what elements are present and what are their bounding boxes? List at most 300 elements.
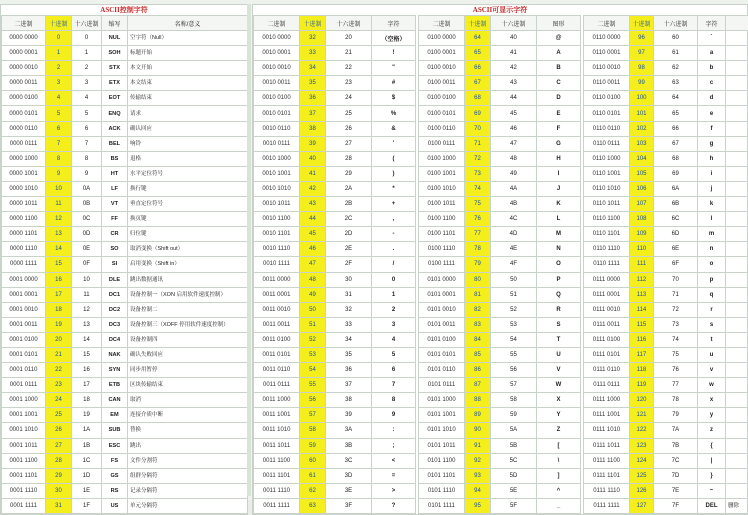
glyph-cell: K [537, 197, 581, 212]
hex-cell: 58 [491, 393, 537, 408]
table-row [254, 468, 416, 483]
decimal-cell: 66 [465, 61, 491, 76]
hex-cell: 79 [654, 408, 698, 423]
binary-cell: 0110 0010 [584, 61, 630, 76]
hex-cell: 45 [491, 106, 537, 121]
binary-cell: 0111 0010 [584, 302, 630, 317]
glyph-cell: Q [537, 287, 581, 302]
table-row [584, 272, 748, 287]
hex-cell: 7B [654, 438, 698, 453]
hex-cell: 67 [654, 136, 698, 151]
hex-cell: 35 [326, 347, 372, 362]
decimal-cell: 82 [465, 302, 491, 317]
char-cell: w [698, 378, 726, 393]
hex-cell: 15 [72, 347, 102, 362]
table-row [419, 181, 581, 196]
table-row [2, 197, 248, 212]
decimal-cell: 9 [46, 166, 72, 181]
table-row [254, 393, 416, 408]
decimal-cell: 17 [46, 287, 72, 302]
hex-cell: 4C [491, 212, 537, 227]
binary-cell: 0000 1011 [2, 197, 46, 212]
decimal-cell: 29 [46, 468, 72, 483]
col-header-meaning: 名称/意义 [128, 16, 248, 31]
decimal-cell: 10 [46, 181, 72, 196]
table-row [254, 136, 416, 151]
abbr-cell: STX [102, 61, 128, 76]
binary-cell: 0000 1110 [2, 242, 46, 257]
binary-cell: 0101 1110 [419, 483, 465, 498]
col-header-char: 字符 [372, 16, 416, 31]
abbr-cell: EOT [102, 91, 128, 106]
decimal-cell: 34 [300, 61, 326, 76]
hex-cell: 41 [491, 46, 537, 61]
table-row [2, 302, 248, 317]
hex-cell: 50 [491, 272, 537, 287]
table-row [254, 31, 416, 46]
table-row [419, 332, 581, 347]
hex-cell: 6E [654, 242, 698, 257]
char-cell: d [698, 91, 726, 106]
hex-cell: 1 [72, 46, 102, 61]
table-row [254, 347, 416, 362]
decimal-cell: 12 [46, 212, 72, 227]
hex-cell: 22 [326, 61, 372, 76]
table-row [419, 498, 581, 513]
table-row [584, 61, 748, 76]
binary-cell: 0100 1001 [419, 166, 465, 181]
char-cell: x [698, 393, 726, 408]
decimal-cell: 57 [300, 408, 326, 423]
hex-cell: 3 [72, 76, 102, 91]
abbr-cell: EM [102, 408, 128, 423]
meaning-cell: 跳出数据通讯 [128, 272, 248, 287]
hex-cell: 23 [326, 76, 372, 91]
table-row [419, 46, 581, 61]
binary-cell: 0101 1011 [419, 438, 465, 453]
binary-cell: 0000 0010 [2, 61, 46, 76]
char-cell: * [372, 181, 416, 196]
char-cell: q [698, 287, 726, 302]
table-row [419, 287, 581, 302]
note-cell [726, 46, 748, 61]
char-cell: ~ [698, 483, 726, 498]
char-cell: " [372, 61, 416, 76]
binary-cell: 0010 0010 [254, 61, 300, 76]
binary-cell: 0101 0110 [419, 363, 465, 378]
table-row [419, 347, 581, 362]
decimal-cell: 23 [46, 378, 72, 393]
binary-cell: 0111 0100 [584, 332, 630, 347]
table-row [584, 302, 748, 317]
binary-cell: 0100 1111 [419, 257, 465, 272]
decimal-cell: 45 [300, 227, 326, 242]
decimal-cell: 65 [465, 46, 491, 61]
decimal-cell: 76 [465, 212, 491, 227]
char-cell: 1 [372, 287, 416, 302]
decimal-cell: 124 [630, 453, 654, 468]
binary-cell: 0011 1010 [254, 423, 300, 438]
binary-cell: 0110 0001 [584, 46, 630, 61]
abbr-cell: DC3 [102, 317, 128, 332]
meaning-cell: 设备控制二 [128, 302, 248, 317]
abbr-cell: RS [102, 483, 128, 498]
char-cell: z [698, 423, 726, 438]
decimal-cell: 58 [300, 423, 326, 438]
binary-cell: 0100 1011 [419, 197, 465, 212]
table-row [254, 121, 416, 136]
table-row [584, 227, 748, 242]
char-cell: a [698, 46, 726, 61]
decimal-cell: 111 [630, 257, 654, 272]
binary-cell: 0001 1010 [2, 423, 46, 438]
hex-cell: 74 [654, 332, 698, 347]
meaning-cell: 水平定位符号 [128, 166, 248, 181]
glyph-cell: _ [537, 498, 581, 513]
binary-cell: 0001 1100 [2, 453, 46, 468]
hex-cell: 5C [491, 453, 537, 468]
table-row [254, 151, 416, 166]
abbr-cell: SUB [102, 423, 128, 438]
decimal-cell: 117 [630, 347, 654, 362]
abbr-cell: DC1 [102, 287, 128, 302]
glyph-cell: H [537, 151, 581, 166]
char-cell: y [698, 408, 726, 423]
binary-cell: 0100 1010 [419, 181, 465, 196]
table-row [419, 121, 581, 136]
binary-cell: 0001 1000 [2, 393, 46, 408]
hex-cell: 5A [491, 423, 537, 438]
table-row [419, 317, 581, 332]
hex-cell: 16 [72, 363, 102, 378]
decimal-cell: 22 [46, 363, 72, 378]
binary-cell: 0111 0101 [584, 347, 630, 362]
meaning-cell: 传输结束 [128, 91, 248, 106]
binary-cell: 0011 0101 [254, 347, 300, 362]
binary-cell: 0101 0000 [419, 272, 465, 287]
table-row [584, 363, 748, 378]
glyph-cell: L [537, 212, 581, 227]
binary-cell: 0010 1100 [254, 212, 300, 227]
abbr-cell: ACK [102, 121, 128, 136]
table-row [419, 76, 581, 91]
binary-cell: 0110 1101 [584, 227, 630, 242]
note-cell [726, 302, 748, 317]
table-row [254, 378, 416, 393]
binary-cell: 0100 0110 [419, 121, 465, 136]
hex-cell: 21 [326, 46, 372, 61]
char-cell: ? [372, 498, 416, 513]
binary-cell: 0101 1000 [419, 393, 465, 408]
col-header-decimal: 十进制 [300, 16, 326, 31]
table-row [419, 31, 581, 46]
abbr-cell: BEL [102, 136, 128, 151]
meaning-cell: 空字符（Null） [128, 31, 248, 46]
hex-cell: 11 [72, 287, 102, 302]
abbr-cell: BS [102, 151, 128, 166]
table-row [419, 91, 581, 106]
hex-cell: 1C [72, 453, 102, 468]
decimal-cell: 108 [630, 212, 654, 227]
table-row [254, 166, 416, 181]
table-row [2, 212, 248, 227]
table-row [2, 287, 248, 302]
decimal-cell: 42 [300, 181, 326, 196]
hex-cell: 14 [72, 332, 102, 347]
decimal-cell: 27 [46, 438, 72, 453]
printable-table-b [418, 15, 581, 514]
decimal-cell: 46 [300, 242, 326, 257]
binary-cell: 0000 1000 [2, 151, 46, 166]
hex-cell: 2F [326, 257, 372, 272]
char-cell: b [698, 61, 726, 76]
char-cell: , [372, 212, 416, 227]
hex-cell: 44 [491, 91, 537, 106]
table-row [2, 393, 248, 408]
glyph-cell: M [537, 227, 581, 242]
note-cell [726, 91, 748, 106]
char-cell: ( [372, 151, 416, 166]
char-cell: & [372, 121, 416, 136]
table-row [2, 363, 248, 378]
hex-cell: 4B [491, 197, 537, 212]
hex-cell: 7C [654, 453, 698, 468]
table-row [584, 438, 748, 453]
binary-cell: 0010 0101 [254, 106, 300, 121]
note-cell [726, 287, 748, 302]
char-cell: # [372, 76, 416, 91]
hex-cell: 42 [491, 61, 537, 76]
note-cell [726, 136, 748, 151]
binary-cell: 0001 0010 [2, 302, 46, 317]
hex-cell: 69 [654, 166, 698, 181]
decimal-cell: 32 [300, 31, 326, 46]
hex-cell: 18 [72, 393, 102, 408]
table-row [419, 212, 581, 227]
hex-cell: 7D [654, 468, 698, 483]
table-row [584, 453, 748, 468]
binary-cell: 0011 0111 [254, 378, 300, 393]
table-row [2, 438, 248, 453]
section-divider [247, 4, 251, 496]
table-row [584, 106, 748, 121]
table-row [584, 166, 748, 181]
glyph-cell: I [537, 166, 581, 181]
table-row [419, 61, 581, 76]
binary-cell: 0110 1011 [584, 197, 630, 212]
decimal-cell: 87 [465, 378, 491, 393]
hex-cell: 56 [491, 363, 537, 378]
binary-cell: 0011 0011 [254, 317, 300, 332]
decimal-cell: 53 [300, 347, 326, 362]
meaning-cell: 设备控制四 [128, 332, 248, 347]
table-row [419, 453, 581, 468]
binary-cell: 0100 1100 [419, 212, 465, 227]
binary-cell: 0001 0101 [2, 347, 46, 362]
decimal-cell: 127 [630, 498, 654, 513]
note-cell [726, 76, 748, 91]
table-row [419, 197, 581, 212]
meaning-cell: 启用变换（Shift in） [128, 257, 248, 272]
note-cell [726, 408, 748, 423]
table-row [2, 136, 248, 151]
binary-cell: 0000 0111 [2, 136, 46, 151]
binary-cell: 0000 1010 [2, 181, 46, 196]
hex-cell: 57 [491, 378, 537, 393]
decimal-cell: 28 [46, 453, 72, 468]
table-row [584, 468, 748, 483]
decimal-cell: 39 [300, 136, 326, 151]
table-row [2, 498, 248, 513]
binary-cell: 0110 0011 [584, 76, 630, 91]
binary-cell: 0000 0001 [2, 46, 46, 61]
char-cell: 9 [372, 408, 416, 423]
abbr-cell: DC4 [102, 332, 128, 347]
meaning-cell: 确认失败回应 [128, 347, 248, 362]
table-row [584, 151, 748, 166]
char-cell: 7 [372, 378, 416, 393]
hex-cell: 4E [491, 242, 537, 257]
hex-cell: 64 [654, 91, 698, 106]
table-row [419, 393, 581, 408]
hex-cell: 71 [654, 287, 698, 302]
hex-cell: 51 [491, 287, 537, 302]
hex-cell: 6A [654, 181, 698, 196]
table-row [584, 257, 748, 272]
note-cell [726, 347, 748, 362]
binary-cell: 0100 1000 [419, 151, 465, 166]
decimal-cell: 74 [465, 181, 491, 196]
decimal-cell: 83 [465, 317, 491, 332]
decimal-cell: 37 [300, 106, 326, 121]
col-header-hex: 十六进制 [72, 16, 102, 31]
table-row [419, 151, 581, 166]
table-row [584, 393, 748, 408]
hex-cell: 4 [72, 91, 102, 106]
decimal-cell: 115 [630, 317, 654, 332]
meaning-cell: 记录分隔符 [128, 483, 248, 498]
note-cell [726, 151, 748, 166]
binary-cell: 0010 1010 [254, 181, 300, 196]
glyph-cell: G [537, 136, 581, 151]
binary-cell: 0010 1111 [254, 257, 300, 272]
char-cell: = [372, 468, 416, 483]
glyph-cell: \ [537, 453, 581, 468]
char-cell: e [698, 106, 726, 121]
printable-header-row-a [254, 16, 416, 31]
decimal-cell: 60 [300, 453, 326, 468]
table-row [419, 272, 581, 287]
meaning-cell: 组群分隔符 [128, 468, 248, 483]
abbr-cell: SI [102, 257, 128, 272]
char-cell: r [698, 302, 726, 317]
glyph-cell: X [537, 393, 581, 408]
hex-cell: 7F [654, 498, 698, 513]
binary-cell: 0001 1110 [2, 483, 46, 498]
decimal-cell: 21 [46, 347, 72, 362]
col-header-hex: 十六进制 [326, 16, 372, 31]
decimal-cell: 104 [630, 151, 654, 166]
hex-cell: 72 [654, 302, 698, 317]
table-row [2, 453, 248, 468]
table-row [584, 378, 748, 393]
hex-cell: 1A [72, 423, 102, 438]
decimal-cell: 51 [300, 317, 326, 332]
table-row [254, 181, 416, 196]
table-row [2, 121, 248, 136]
table-row [254, 302, 416, 317]
meaning-cell: 本文开始 [128, 61, 248, 76]
char-cell: p [698, 272, 726, 287]
decimal-cell: 88 [465, 393, 491, 408]
hex-cell: 33 [326, 317, 372, 332]
hex-cell: 27 [326, 136, 372, 151]
char-cell: . [372, 242, 416, 257]
hex-cell: 5F [491, 498, 537, 513]
table-row [584, 121, 748, 136]
table-row [2, 378, 248, 393]
hex-cell: 0 [72, 31, 102, 46]
binary-cell: 0110 0100 [584, 91, 630, 106]
binary-cell: 0000 0101 [2, 106, 46, 121]
glyph-cell: W [537, 378, 581, 393]
binary-cell: 0110 1001 [584, 166, 630, 181]
hex-cell: 2D [326, 227, 372, 242]
decimal-cell: 25 [46, 408, 72, 423]
binary-cell: 0010 1011 [254, 197, 300, 212]
decimal-cell: 95 [465, 498, 491, 513]
note-cell [726, 242, 748, 257]
binary-cell: 0000 0100 [2, 91, 46, 106]
binary-cell: 0011 0010 [254, 302, 300, 317]
decimal-cell: 61 [300, 468, 326, 483]
table-row [254, 408, 416, 423]
control-section [0, 4, 248, 515]
abbr-cell: VT [102, 197, 128, 212]
table-row [584, 91, 748, 106]
binary-cell: 0111 1110 [584, 483, 630, 498]
table-row [254, 483, 416, 498]
binary-cell: 0010 0000 [254, 31, 300, 46]
decimal-cell: 119 [630, 378, 654, 393]
printable-rows-c [584, 31, 748, 514]
char-cell: - [372, 227, 416, 242]
decimal-cell: 81 [465, 287, 491, 302]
hex-cell: 3F [326, 498, 372, 513]
table-row [254, 76, 416, 91]
meaning-cell: 换页键 [128, 212, 248, 227]
decimal-cell: 20 [46, 332, 72, 347]
hex-cell: 0F [72, 257, 102, 272]
table-row [2, 272, 248, 287]
table-row [254, 46, 416, 61]
binary-cell: 0010 1101 [254, 227, 300, 242]
note-cell [726, 61, 748, 76]
col-header-binary: 二进制 [2, 16, 46, 31]
abbr-cell: ETX [102, 76, 128, 91]
binary-cell: 0000 1101 [2, 227, 46, 242]
hex-cell: 55 [491, 347, 537, 362]
decimal-cell: 2 [46, 61, 72, 76]
meaning-cell: 设备控制三（XOFF 停用软件速度控制） [128, 317, 248, 332]
hex-cell: 5D [491, 468, 537, 483]
binary-cell: 0111 1010 [584, 423, 630, 438]
glyph-cell: J [537, 181, 581, 196]
col-header-abbr: 缩写 [102, 16, 128, 31]
table-row [584, 498, 748, 513]
decimal-cell: 33 [300, 46, 326, 61]
binary-cell: 0000 0011 [2, 76, 46, 91]
